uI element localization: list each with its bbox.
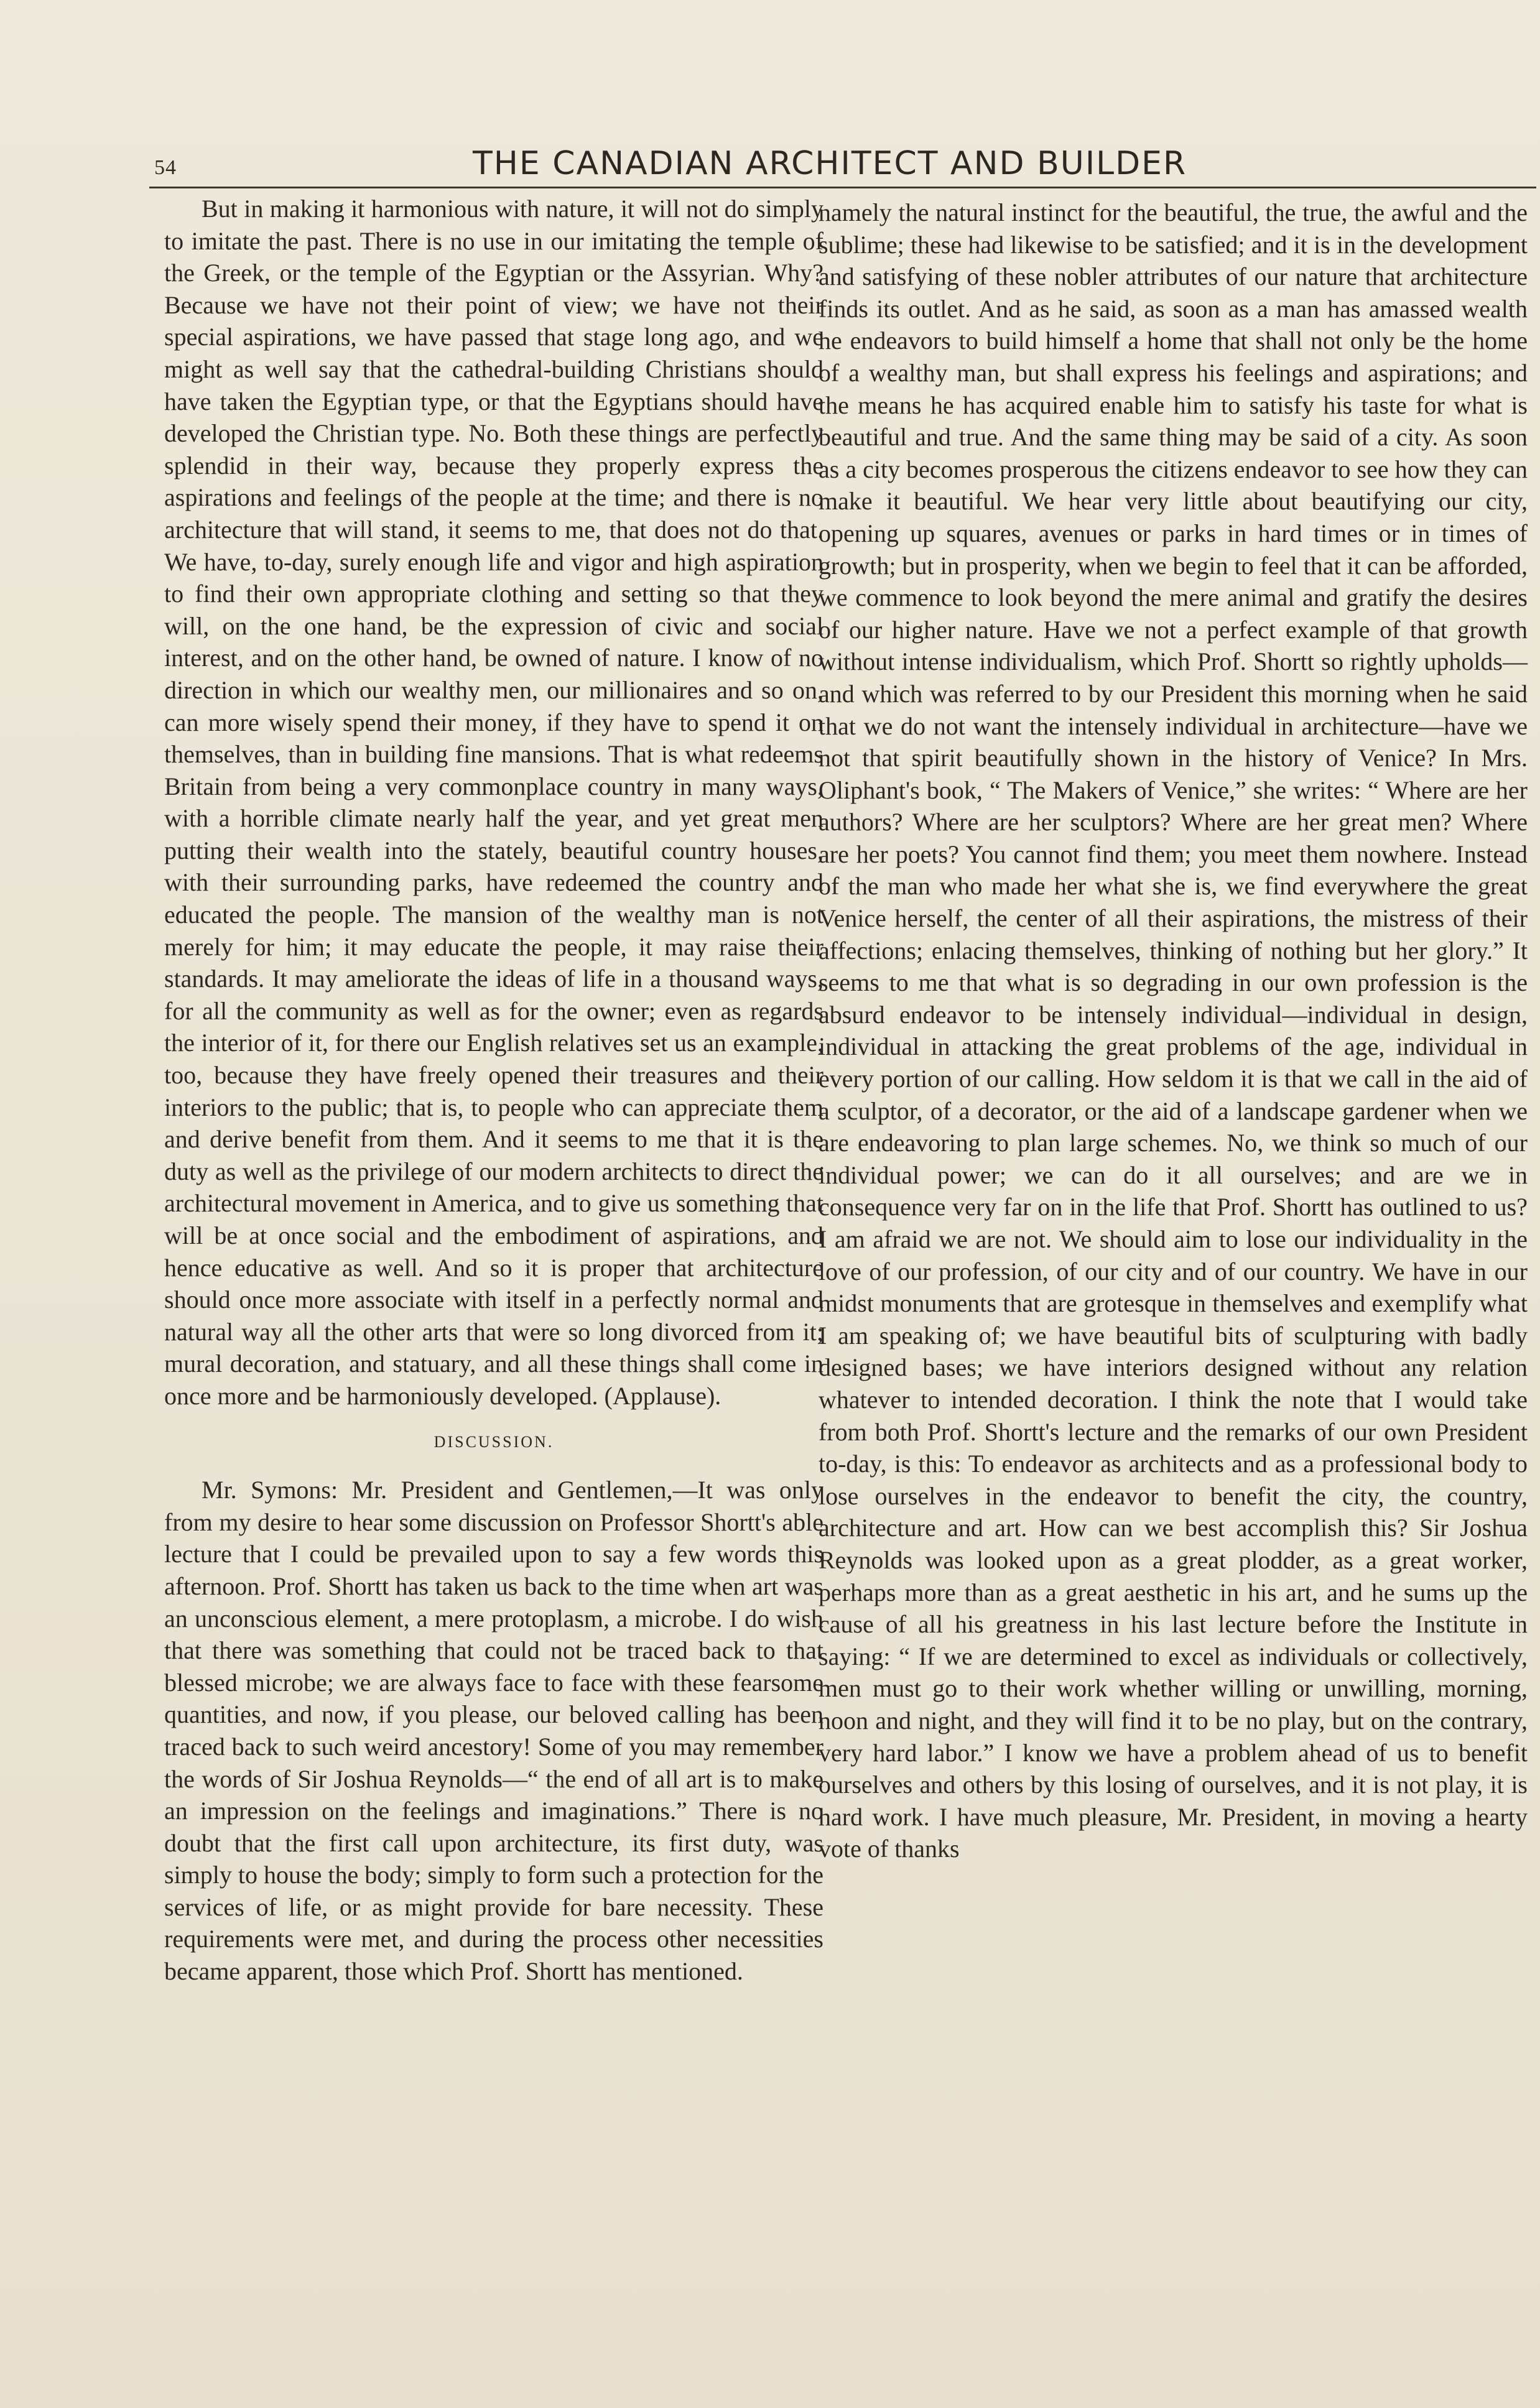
right-column [819,197,1528,1865]
body-paragraph: namely the natural instinct for the beautiful, the true, the awful and the sublime; these had likewise to be satisfied; and it is in the development and satisfying of these nobler attributes of our nature that architecture finds its outlet. And as he said, as soon as a man has amassed wealth he endeavors to build himself a home that shall not only be the home of a wealthy man, but shall express his feelings and aspirations; and the means he has acquired enable him to satisfy his taste for what is beautiful and true. And the same thing may be said of a city. As soon as a city becomes prosperous the citizens endeavor to see how they can make it beautiful. We hear very little about beautifying our city, opening up squares, avenues or parks in hard times or in times of growth; but in prosperity, when we begin to feel that it can be afforded, we commence to look beyond the mere animal and gratify the desires of our higher nature. Have we not a perfect example of that growth without intense individualism, which Prof. Shortt so rightly upholds—and which was referred to by our President this morning when he said that we do not want the intensely individual in architecture—have we not that spirit beautifully shown in the history of Venice? In Mrs. Oliphant's book, “ The Makers of Venice,” she writes: “ Where are her authors? Where are her sculptors? Where are her great men? Where are her poets? You cannot find them; you meet them nowhere. Instead of the man who made her what she is, we find everywhere the great Venice herself, the center of all their aspirations, the mistress of their affections; enlacing themselves, thinking of nothing but her glory.” It seems to me that what is so degrading in our own profession is the absurd endeavor to be intensely individual—individual in design, individual in attacking the great problems of the age, individual in every portion of our calling. How seldom it is that we call in the aid of a sculptor, of a decorator, or the aid of a landscape gardener when we are endeavoring to plan large schemes. No, we think so much of our individual power; we can do it all ourselves; and are we in consequence very far on in the life that Prof. Shortt has outlined to us? I am afraid we are not. We should aim to lose our individuality in the love of our profession, of our city and of our country. We have in our midst monuments that are grotesque in themselves and exemplify what I am speaking of; we have beautiful bits of sculpturing with badly designed bases; we have interiors designed without any relation whatever to intended decoration. I think the note that I would take from both Prof. Shortt's lecture and the remarks of our own President to-day, is this: To endeavor as architects and as a professional body to lose ourselves in the endeavor to benefit the city, the country, architecture and art. How can we best accomplish this? Sir Joshua Reynolds was looked upon as a great plodder, as a great worker, perhaps more than as a great aesthetic in his art, and he sums up the cause of all his greatness in his last lecture before the Institute in saying: “ If we are determined to excel as individuals or collectively, men must go to their work whether willing or unwilling, morning, noon and night, and they will find it to be no play, but on the contrary, very hard labor.” I know we have a problem ahead of us to benefit ourselves and others by this losing of ourselves, and it is not play, it is hard work. I have much pleasure, Mr. President, in moving a hearty vote of thanks [819,198,1528,1863]
left-column [164,193,823,1988]
header-rule [149,187,1536,188]
body-paragraph: Mr. Symons: Mr. President and Gentlemen,—It was only from my desire to hear some discussion on Professor Shortt's able lecture that I could be prevailed upon to say a few words this afternoon. Prof. Shortt has taken us back to the time when art was an unconscious element, a mere protoplasm, a microbe. I do wish that there was something that could not be traced back to that blessed microbe; we are always face to face with these fearsome quantities, and now, if you please, our beloved calling has been traced back to such weird ancestory! Some of you may remember the words of Sir Joshua Reynolds—“ the end of all art is to make an impression on the feelings and imaginations.” There is no doubt that the first call upon architecture, its first duty, was simply to house the body; simply to form such a protection for the services of life, or as might provide for bare necessity. These requirements were met, and during the process other necessities became apparent, those which Prof. Shortt has mentioned. [164,1476,823,1986]
running-title: THE CANADIAN ARCHITECT AND BUILDER [473,145,1187,182]
section-heading: DISCUSSION. [434,1432,554,1451]
body-paragraph: But in making it harmonious with nature, it will not do simply to imitate the past. There is no use in our imitating the temple of the Greek, or the temple of the Egyptian or the Assyrian. Why? Because we have not their point of view; we have not their special aspirations, we have passed that stage long ago, and we might as well say that the cathedral-building Christians should have taken the Egyptian type, or that the Egyptians should have developed the Christian type. No. Both these things are perfectly splendid in their way, because they properly express the aspirations and feelings of the people at the time; and there is no architecture that will stand, it seems to me, that does not do that. We have, to-day, surely enough life and vigor and high aspiration to find their own appropriate clothing and setting so that they will, on the one hand, be the expression of civic and social interest, and on the other hand, be owned of nature. I know of no direction in which our wealthy men, our millionaires and so on, can more wisely spend their money, if they have to spend it on themselves, than in building fine mansions. That is what redeems Britain from being a very commonplace country in many ways, with a horrible climate nearly half the year, and yet great men putting their wealth into the stately, beautiful country houses, with their surrounding parks, have redeemed the country and educated the people. The mansion of the wealthy man is not merely for him; it may educate the people, it may raise their standards. It may ameliorate the ideas of life in a thousand ways, for all the community as well as for the owner; even as regards the interior of it, for there our English relatives set us an example, too, because they have freely opened their treasures and their interiors to the public; that is, to people who can appreciate them and derive benefit from them. And it seems to me that it is the duty as well as the privilege of our modern architects to direct the architectural movement in America, and to give us something that will be at once social and the embodiment of aspirations, and hence educative as well. And so it is proper that architecture should once more associate with itself in a perfectly normal and natural way all the other arts that were so long divorced from it; mural decoration, and statuary, and all these things shall come in once more and be harmoniously developed. (Applause). [164,195,823,1410]
page-number: 54 [154,156,177,179]
